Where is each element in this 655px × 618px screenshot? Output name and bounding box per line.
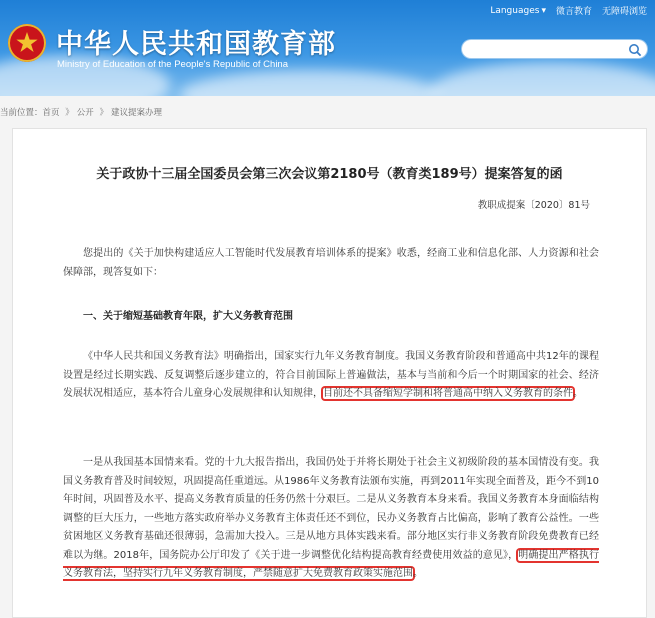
cloud-decoration — [430, 62, 655, 96]
paragraph-text: 。 — [413, 568, 423, 579]
highlighted-text: 明确提出严格执行义务教育法，坚持实行九年义务教育制度，严禁随意扩大免费教育政策实施范围 — [63, 549, 599, 579]
languages-link[interactable]: Languages — [490, 5, 540, 16]
paragraph-text: 。 — [573, 388, 583, 399]
section-heading: 一、关于缩短基础教育年限，扩大义务教育范围 — [83, 311, 293, 322]
breadcrumb-prefix: 当前位置： — [0, 108, 43, 118]
search-input[interactable] — [462, 40, 647, 58]
weiyan-jiaoyu-link[interactable]: 微言教育 — [555, 7, 592, 17]
accessibility-link[interactable]: 无障碍浏览 — [601, 7, 647, 17]
breadcrumb — [0, 106, 162, 118]
paragraph-text: 《中华人民共和国义务教育法》明确指出，国家实行九年义务教育制度。我国义务教育阶段和普通高中共12年的课程设置是经过长期实践、反复调整后逐步建立的，符合目前国际上普遍做法，基本与当前和今后一个时期国家的社会、经济发展状况相适应，基本符合儿童身心发展规律和认知规律， — [63, 351, 599, 399]
search-icon[interactable] — [628, 42, 642, 61]
breadcrumb-item-public[interactable]: 公开 — [76, 108, 94, 118]
breadcrumb-item-proposals[interactable]: 建议提案办理 — [110, 108, 162, 118]
site-subtitle: Ministry of Education of the People's Republic of China — [57, 59, 288, 70]
top-nav — [490, 4, 647, 17]
star-icon — [14, 30, 40, 56]
site-header — [0, 0, 655, 96]
national-emblem-logo — [8, 24, 46, 62]
paragraph-intro: 您提出的《关于加快构建适应人工智能时代发展教育培训体系的提案》收悉，经商工业和信息化部、人力资源和社会保障部，现答复如下： — [63, 248, 599, 278]
site-title: 中华人民共和国教育部 — [56, 29, 336, 60]
breadcrumb-item-home[interactable]: 首页 — [42, 108, 60, 118]
paragraph-compulsory-education-law — [63, 348, 599, 404]
cloud-decoration — [180, 70, 440, 96]
highlighted-text: 目前还不具备缩短学制和将普通高中纳入义务教育的条件 — [323, 388, 573, 399]
document-panel — [12, 128, 647, 618]
paragraph-national-conditions — [63, 454, 599, 584]
breadcrumb-separator: 》 — [65, 108, 74, 118]
document-number: 教职成提案〔2020〕81号 — [477, 200, 590, 211]
chevron-down-icon[interactable]: ▾ — [541, 5, 546, 16]
paragraph-text: 一是从我国基本国情来看。党的十九大报告指出，我国仍处于并将长期处于社会主义初级阶段的基本国情没有变。我国义务教育普及时间较短，巩固提高任重道远。从1986年义务教育法颁布实施，再到2011年实现全面普及，距今不到10年时间，巩固普及水平、提高义务教育质量的任务仍然十分艰巨。二是从义务教育本身来看。我国义务教育本身面临结构调整的巨大压力，一些地方落实政府举办义务教育主体责任还不到位，民办义务教育占比偏高，影响了教育公益性。一些贫困地区义务教育基础还很薄弱，急需加大投入。三是从地方具体实践来看。部分地区实行非义务教育阶段免费教育已经难以为继。2018年，国务院办公厅印发了《关于进一步调整优化结构提高教育经费使用效益的意见》， — [63, 457, 599, 561]
breadcrumb-separator: 》 — [99, 108, 108, 118]
page-title: 关于政协十三届全国委员会第三次会议第2180号（教育类189号）提案答复的函 — [96, 167, 563, 182]
